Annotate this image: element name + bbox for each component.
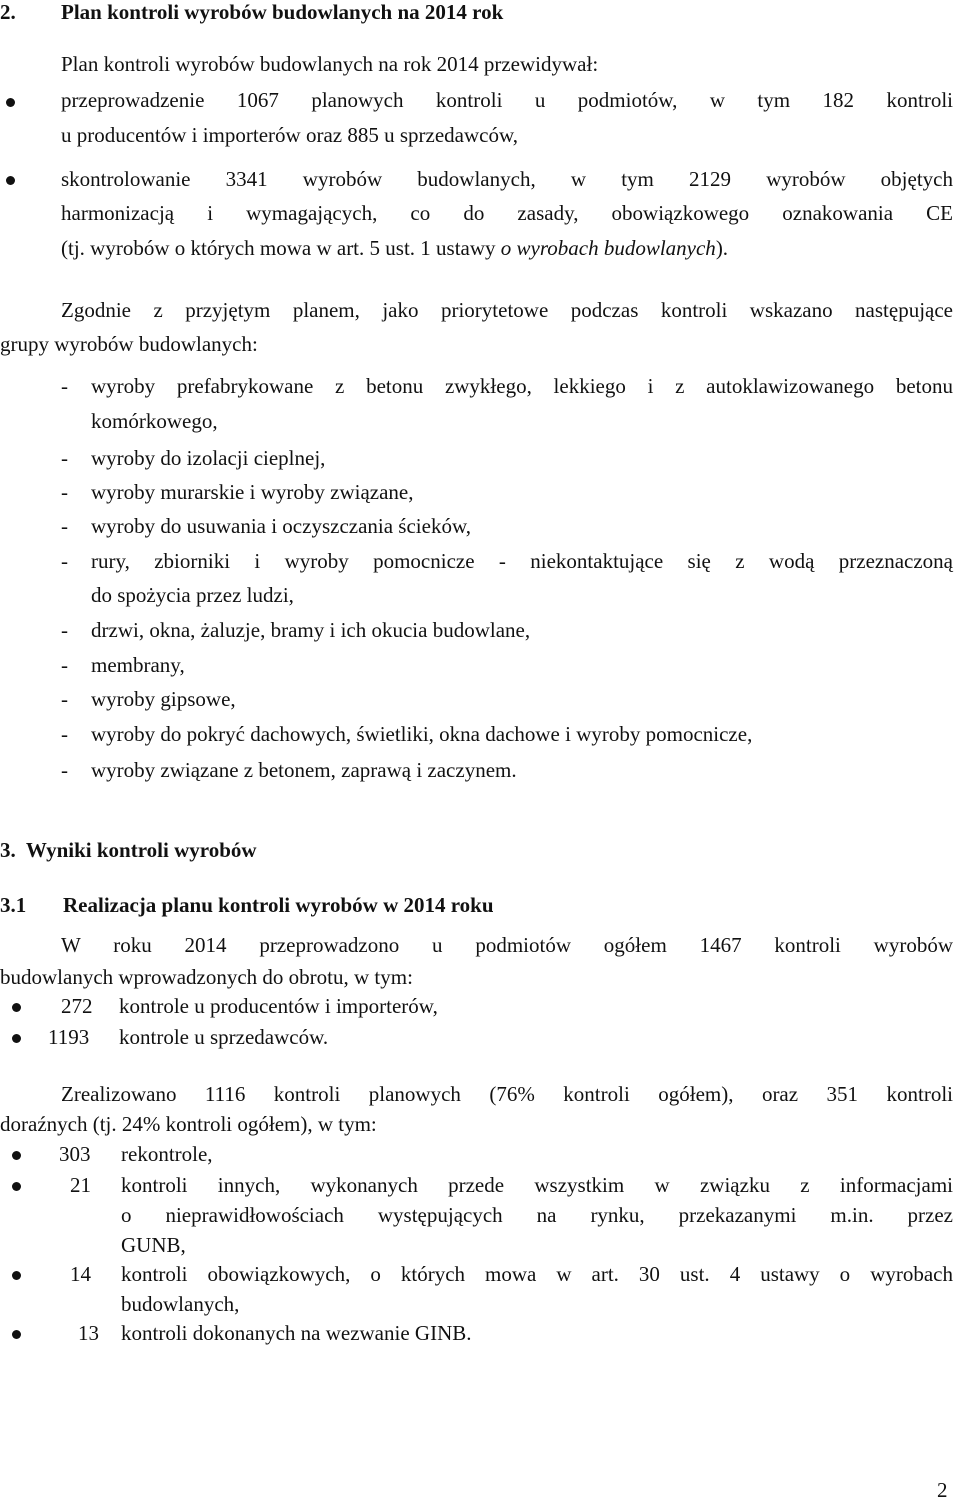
group-item: drzwi, okna, żaluzje, bramy i ich okucia budowlane, <box>91 618 531 642</box>
para-line1: Zgodnie z przyjętym planem, jako priorytetowe podczas kontroli wskazano następujące <box>61 298 953 322</box>
section-number: 2. <box>0 0 16 24</box>
p1-line1: W roku 2014 przeprowadzono u podmiotów ogółem 1467 kontroli wyrobów <box>61 933 953 957</box>
c2-line2: o nieprawidłowościach występujących na rynku, przekazanymi m.in. przez <box>121 1203 953 1227</box>
c4-num: 13 <box>78 1321 99 1345</box>
c2-line3: GUNB, <box>121 1233 186 1257</box>
bullet-icon <box>6 98 15 107</box>
group-item: membrany, <box>91 653 185 677</box>
p1-line2: budowlanych wprowadzonych do obrotu, w tym: <box>0 965 413 989</box>
c2-line1: kontroli innych, wykonanych przede wszystkim w związku z informacjami <box>121 1173 953 1197</box>
dash-marker: - <box>61 618 68 642</box>
bullet-icon <box>6 176 15 185</box>
bullet1-line2: u producentów i importerów oraz 885 u sprzedawców, <box>61 123 518 147</box>
group-item: wyroby związane z betonem, zaprawą i zaczynem. <box>91 758 517 782</box>
section-title: Plan kontroli wyrobów budowlanych na 2014 rok <box>61 0 504 24</box>
bullet2-line2: harmonizacją i wymagających, co do zasady, obowiązkowego oznakowania CE <box>61 201 953 225</box>
c1-num: 303 <box>59 1142 91 1166</box>
c3-line2: budowlanych, <box>121 1292 240 1316</box>
group-item: wyroby gipsowe, <box>91 687 236 711</box>
dash-marker: - <box>61 374 68 398</box>
bullet-icon <box>12 1151 21 1160</box>
dash-marker: - <box>61 480 68 504</box>
group-item: rury, zbiorniki i wyroby pomocnicze - niekontaktujące się z wodą przeznaczoną <box>91 549 953 573</box>
group-item: komórkowego, <box>91 409 218 433</box>
bullet2-line3-b: ). <box>715 236 729 260</box>
para-line2: grupy wyrobów budowlanych: <box>0 332 258 356</box>
subsection-number: 3.1 <box>0 893 27 917</box>
c4-text: kontroli dokonanych na wezwanie GINB. <box>121 1321 472 1345</box>
section3-title: 3. Wyniki kontroli wyrobów <box>0 838 257 862</box>
c3-num: 14 <box>70 1262 91 1286</box>
p2-line1: Zrealizowano 1116 kontroli planowych (76% kontroli ogółem), oraz 351 kontroli <box>61 1082 953 1106</box>
b1-num: 272 <box>61 994 93 1018</box>
c2-num: 21 <box>70 1173 91 1197</box>
bullet-icon <box>12 1182 21 1191</box>
page-number: 2 <box>937 1478 948 1502</box>
bullet2-line1: skontrolowanie 3341 wyrobów budowlanych, w tym 2129 wyrobów objętych <box>61 167 953 191</box>
group-item: wyroby do pokryć dachowych, świetliki, okna dachowe i wyroby pomocnicze, <box>91 722 753 746</box>
group-item: wyroby prefabrykowane z betonu zwykłego, lekkiego i z autoklawizowanego betonu <box>91 374 953 398</box>
bullet-icon <box>12 1003 21 1012</box>
bullet-icon <box>12 1330 21 1339</box>
dash-marker: - <box>61 653 68 677</box>
bullet-icon <box>12 1271 21 1280</box>
dash-marker: - <box>61 514 68 538</box>
c3-line1: kontroli obowiązkowych, o których mowa w art. 30 ust. 4 ustawy o wyrobach <box>121 1262 953 1286</box>
b2-text: kontrole u sprzedawców. <box>119 1025 329 1049</box>
bullet-icon <box>12 1034 21 1043</box>
p2-line2: doraźnych (tj. 24% kontroli ogółem), w tym: <box>0 1112 377 1136</box>
bullet1-line1: przeprowadzenie 1067 planowych kontroli u podmiotów, w tym 182 kontroli <box>61 88 953 112</box>
group-item: wyroby murarskie i wyroby związane, <box>91 480 414 504</box>
c1-text: rekontrole, <box>121 1142 213 1166</box>
subsection-title: Realizacja planu kontroli wyrobów w 2014 roku <box>63 893 494 917</box>
group-item: do spożycia przez ludzi, <box>91 583 294 607</box>
law-title: o wyrobach budowlanych <box>500 236 716 260</box>
b2-num: 1193 <box>48 1025 90 1049</box>
intro-text: Plan kontroli wyrobów budowlanych na rok 2014 przewidywał: <box>61 52 599 76</box>
dash-marker: - <box>61 549 68 573</box>
b1-text: kontrole u producentów i importerów, <box>119 994 438 1018</box>
bullet2-line3-a: (tj. wyrobów o których mowa w art. 5 ust. 1 ustawy <box>61 236 501 260</box>
dash-marker: - <box>61 722 68 746</box>
dash-marker: - <box>61 758 68 782</box>
group-item: wyroby do izolacji cieplnej, <box>91 446 326 470</box>
dash-marker: - <box>61 446 68 470</box>
dash-marker: - <box>61 687 68 711</box>
group-item: wyroby do usuwania i oczyszczania ścieków, <box>91 514 472 538</box>
bullet2-line3 <box>61 236 728 261</box>
